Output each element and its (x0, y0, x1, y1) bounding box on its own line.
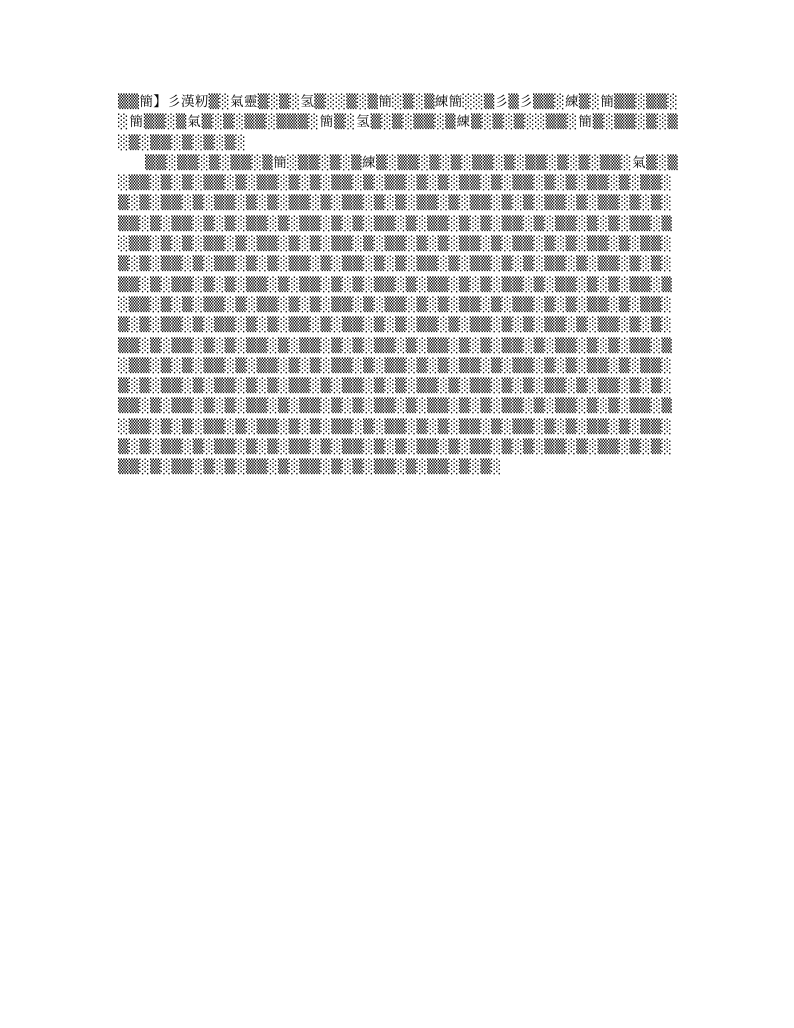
body-text (118, 92, 678, 922)
paragraph-2: ▒▒░▒▒░▒░▒▒░▒簡░▒▒░▒░▒練▒░▒▒░▒░▒░▒▒░▒░▒▒░▒░▒░▒▒░氣▒░▒░▒▒░▒░▒░▒▒░▒░▒▒░▒░▒░▒▒░▒░▒▒░▒░▒░▒▒░▒░▒▒░▒░▒░▒▒░▒░▒▒░▒░▒░▒▒░▒░▒▒░▒░▒░▒▒░▒░▒▒░▒░▒░▒▒░▒░▒▒░▒░▒░▒▒░▒░▒▒░▒░▒░▒▒░▒░▒▒░▒░▒░▒▒░▒░▒▒░▒░▒░▒▒░▒░▒▒░▒░▒░▒▒░▒░▒▒░▒░▒░▒▒░▒░▒▒░▒░▒░▒▒░▒░▒▒░▒░▒░▒▒░▒░▒▒░▒░▒░▒▒░▒░▒▒░▒░▒░▒▒░▒░▒▒░▒░▒░▒▒░▒░▒▒░▒░▒░▒▒░▒░▒▒░▒░▒░▒▒░▒░▒▒░▒░▒░▒▒░▒░▒▒░▒░▒░▒▒░▒░▒▒░▒░▒░▒▒░▒░▒▒░▒░▒░▒▒░▒░▒▒░▒░▒░▒▒░▒░▒▒░▒░▒░▒▒░▒░▒▒░▒░▒░▒▒░▒░▒▒░▒░▒░▒▒░▒░▒▒░▒░▒░▒▒░▒░▒▒░▒░▒░▒▒░▒░▒▒░▒░▒░▒▒░▒░▒▒░▒░▒░▒▒░▒░▒▒░▒░▒░▒▒░▒░▒▒░▒░▒░▒▒░▒░▒▒░▒░▒░▒▒░▒░▒▒░▒░▒░▒▒░▒░▒▒░▒░▒░▒▒░▒░▒▒░▒░▒░▒▒░▒░▒▒░▒░▒░▒▒░▒░▒▒░▒░▒░▒▒░▒░▒▒░▒░▒░▒▒░▒░▒▒░▒░▒░▒▒░▒░▒▒░▒░▒░▒▒░▒░▒▒░▒░▒░▒▒░▒░▒▒░▒░▒░▒▒░▒░▒▒░▒░▒░▒▒░▒░▒▒░▒░▒░▒▒░▒░▒▒░▒░▒░▒▒░▒░▒▒░▒░▒░▒▒░▒░▒▒░▒░▒░▒▒░▒░▒▒░▒░▒░▒▒░▒░▒▒░▒░▒░▒▒░▒░▒▒░▒░▒░▒▒░▒░▒▒░▒░▒░▒▒░▒░▒▒░▒░▒░▒▒░▒░▒▒░▒░▒░▒▒░▒░▒▒░▒░▒░▒▒░▒░▒▒░▒░▒░▒▒░▒░▒▒░▒░▒░▒▒░▒░▒▒░▒░▒░▒▒░▒░▒▒░▒░▒░▒▒░▒░▒▒░▒░▒░▒▒░▒░▒▒░▒░▒░▒▒░▒░▒▒░▒░▒░ (118, 154, 678, 476)
paragraph-1: ▒▒簡】彡漢籾▒░氣靈▒░▒░氢▒░░▒░▒簡░▒░▒練簡░░▒彡▒彡▒▒░練▒░簡▒▒░▒▒░░簡▒▒░▒氣▒░▒░▒▒░▒▒▒░簡▒░氢▒░▒░▒▒░▒練▒░▒░▒░░▒▒░簡▒░▒▒░▒░▒░▒░▒▒░▒░▒░▒░ (118, 94, 678, 151)
